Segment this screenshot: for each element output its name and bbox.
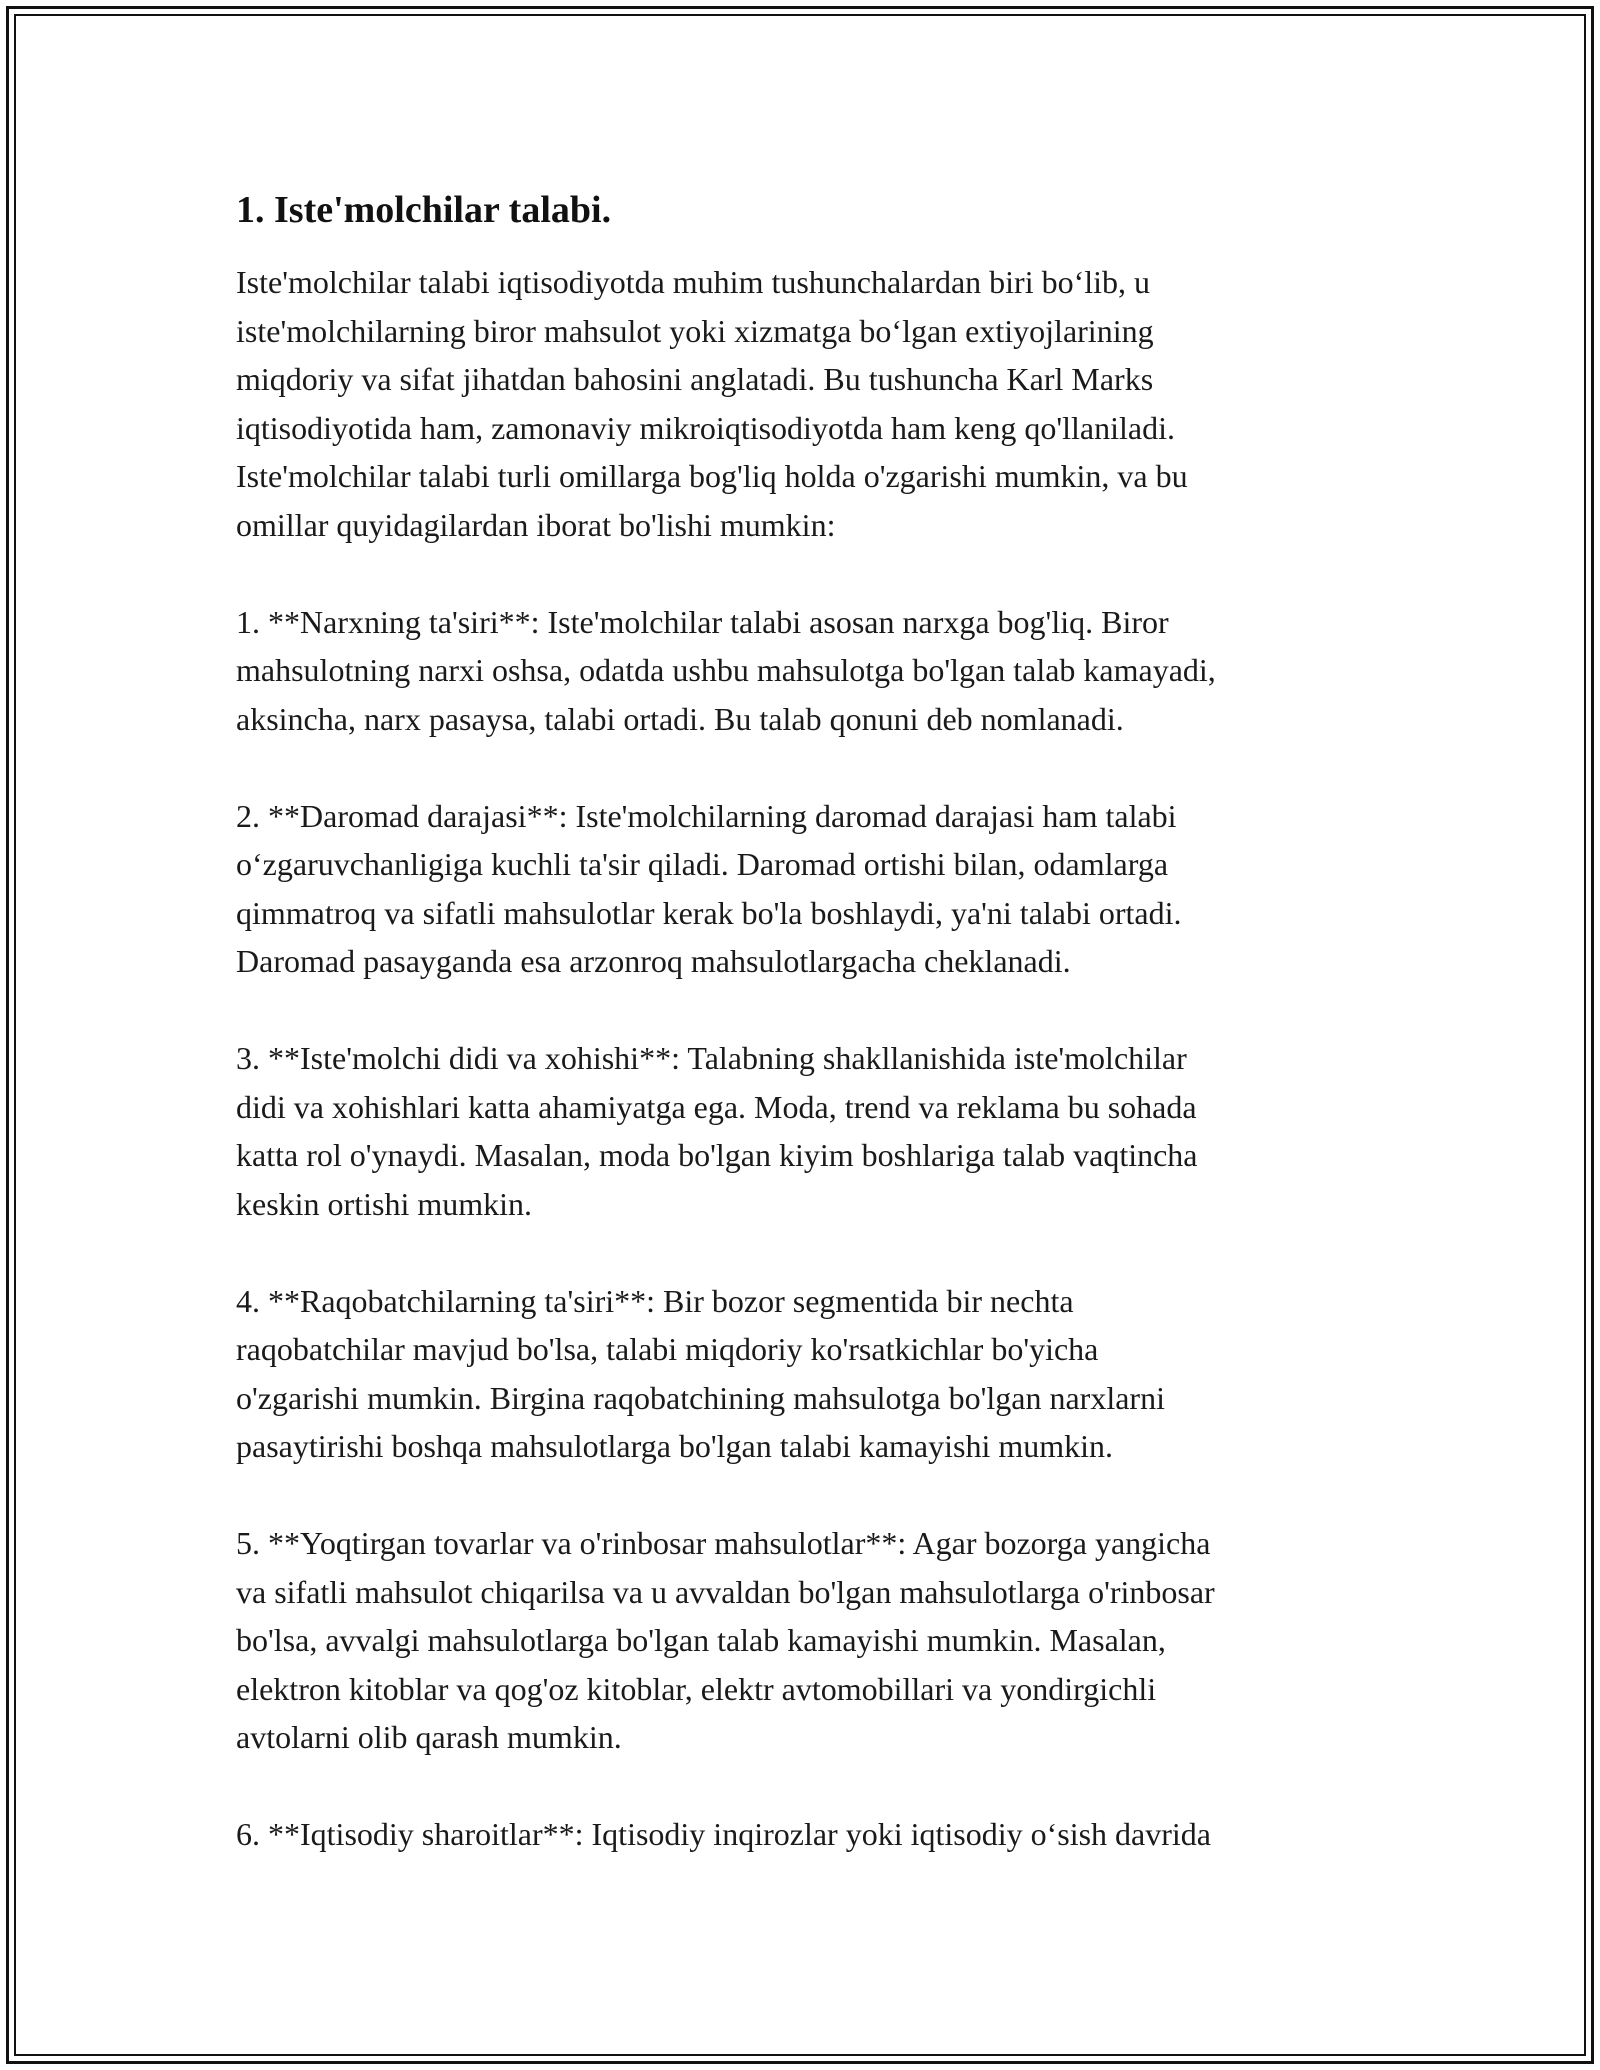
intro-paragraph: Iste'molchilar talabi iqtisodiyotda muhim tushunchalardan biri bo‘lib, u iste'molchilarning biror mahsulot yoki xizmatga bo‘lgan extiyojlarining miqdoriy va sifat jihatdan bahosini anglatadi. Bu tushuncha Karl Marks iqtisodiyotida ham, zamonaviy mikroiqtisodiyotda ham keng qo'llaniladi. Iste'molchilar talabi turli omillarga bog'liq holda o'zgarishi mumkin, va bu omillar quyidagilardan iborat bo'lishi mumkin:	[236, 264, 1188, 543]
list-item-substitutes: 5. **Yoqtirgan tovarlar va o'rinbosar mahsulotlar**: Agar bozorga yangicha va sifatli mahsulot chiqarilsa va u avvaldan bo'lgan mahsulotlarga o'rinbosar bo'lsa, avvalgi mahsulotlarga bo'lgan talab kamayishi mumkin. Masalan, elektron kitoblar va qog'oz kitoblar, elektr avtomobillari va yondirgichli avtolarni olib qarash mumkin.	[236, 1525, 1215, 1755]
list-item-income-level: 2. **Daromad darajasi**: Iste'molchilarning daromad darajasi ham talabi o‘zgaruvchanligiga kuchli ta'sir qiladi. Daromad ortishi bilan, odamlarga qimmatroq va sifatli mahsulotlar kerak bo'la boshlaydi, ya'ni talabi ortadi. Daromad pasayganda esa arzonroq mahsulotlargacha cheklanadi.	[236, 797, 1182, 979]
document-body	[236, 186, 1376, 1859]
list-item-economic-conditions: 6. **Iqtisodiy sharoitlar**: Iqtisodiy inqirozlar yoki iqtisodiy o‘sish davrida	[236, 1816, 1211, 1852]
list-item-competitors: 4. **Raqobatchilarning ta'siri**: Bir bozor segmentida bir nechta raqobatchilar mavjud bo'lsa, talabi miqdoriy ko'rsatkichlar bo'yicha o'zgarishi mumkin. Birgina raqobatchining mahsulotga bo'lgan narxlarni pasaytirishi boshqa mahsulotlarga bo'lgan talabi kamayishi mumkin.	[236, 1282, 1165, 1464]
section-heading: 1. Iste'molchilar talabi.	[236, 189, 612, 231]
list-item-price-effect: 1. **Narxning ta'siri**: Iste'molchilar talabi asosan narxga bog'liq. Biror mahsulotning narxi oshsa, odatda ushbu mahsulotga bo'lgan talab kamayadi, aksincha, narx pasaysa, talabi ortadi. Bu talab qonuni deb nomlanadi.	[236, 603, 1216, 737]
list-item-consumer-taste: 3. **Iste'molchi didi va xohishi**: Talabning shakllanishida iste'molchilar didi va xohishlari katta ahamiyatga ega. Moda, trend va reklama bu sohada katta rol o'ynaydi. Masalan, moda bo'lgan kiyim boshlariga talab vaqtincha keskin ortishi mumkin.	[236, 1040, 1198, 1222]
